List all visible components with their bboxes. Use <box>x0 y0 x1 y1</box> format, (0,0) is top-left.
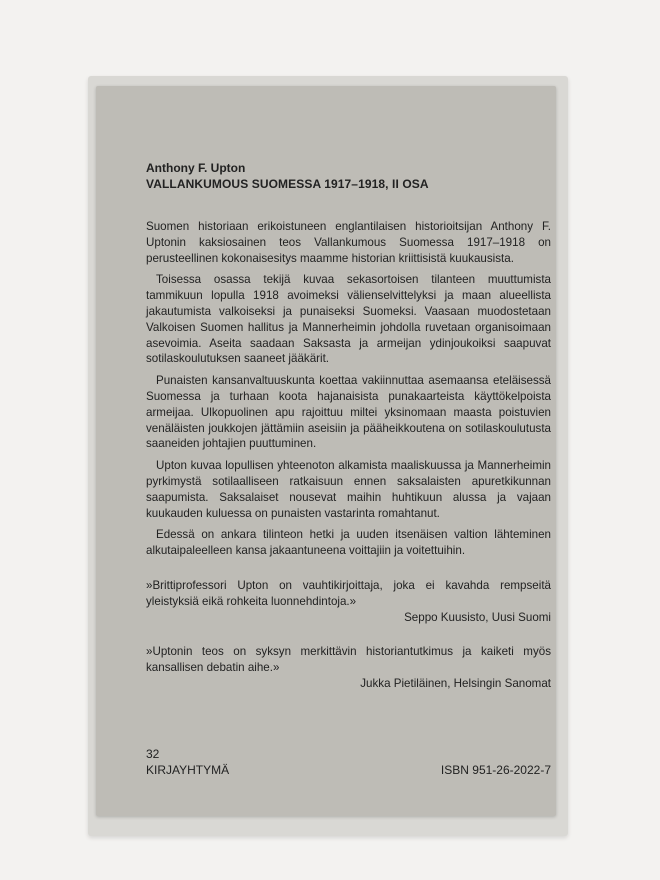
isbn: ISBN 951-26-2022-7 <box>440 763 551 777</box>
quote-source: Seppo Kuusisto, Uusi Suomi <box>404 610 551 624</box>
author-name: Anthony F. Upton <box>146 161 246 175</box>
book-title: VALLANKUMOUS SUOMESSA 1917–1918, II OSA <box>146 177 429 191</box>
publisher-name: KIRJAYHTYMÄ <box>146 763 230 777</box>
cover-text <box>146 160 551 692</box>
footer-row <box>146 762 551 778</box>
description-paragraph: Edessä on ankara tilinteon hetki ja uuden itsenäisen valtion lähteminen alkutaipaleelleen kansa jakaantuneena voittajiin ja voitettuihin. <box>146 528 551 558</box>
cover-footer <box>146 746 551 778</box>
description-paragraph: Toisessa osassa tekijä kuvaa sekasortoisen tilanteen muuttumista tammikuun lopulla 1918 avoimeksi välienselvittelyksi ja maan alueellista jakautumista valkoiseksi ja punaiseksi Suomeksi. Vaasaan muodostetaan Valkoisen Suomen hallitus ja Mannerheimin johdolla ruvetaan organisoimaan asevoimia. Aseita saadaan Saksasta ja armeijan ydinjoukoiksi saapuvat sotilaskoulutuksen saaneet jääkärit. <box>146 273 551 366</box>
quote-source: Jukka Pietiläinen, Helsingin Sanomat <box>360 676 551 690</box>
review-quote <box>146 578 551 625</box>
description-paragraph: Punaisten kansanvaltuuskunta koettaa vakiinnuttaa asemaansa eteläisessä Suomessa ja turhaan koota hajanaisista punakaarteista käyttökelpoista armeijaa. Ulkopuolinen apu rajoittuu miltei yksinomaan maasta poistuvien venäläisten joukkojen jättämiin aseisiin ja pääheikkoutena on sotilaskoulutusta saaneiden johtajien puuttuminen. <box>146 374 551 451</box>
series-number: 32 <box>146 747 160 761</box>
description-paragraph: Suomen historiaan erikoistuneen englantilaisen historioitsijan Anthony F. Uptonin kaksiosainen teos Vallankumous Suomessa 1917–1918 on perusteellinen kokonaisesitys maamme historian kriittisistä kuukausista. <box>146 220 551 265</box>
review-quote <box>146 644 551 691</box>
quote-text: »Brittiprofessori Upton on vauhtikirjoittaja, joka ei kavahda rempseitä yleistyksiä eikä rohkeita luonnehdintoja.» <box>146 578 551 608</box>
description-paragraph: Upton kuvaa lopullisen yhteenoton alkamista maaliskuussa ja Mannerheimin pyrkimystä sotilaalliseen ratkaisuun ennen saksalaisten apuretkikunnan saapumista. Saksalaiset nousevat maihin huhtikuun alussa ja vajaan kuukauden kuluessa on punaisten vastarinta romahtanut. <box>146 459 551 520</box>
quote-text: »Uptonin teos on syksyn merkittävin historiantutkimus ja kaiketi myös kansallisen debatin aihe.» <box>146 645 551 675</box>
